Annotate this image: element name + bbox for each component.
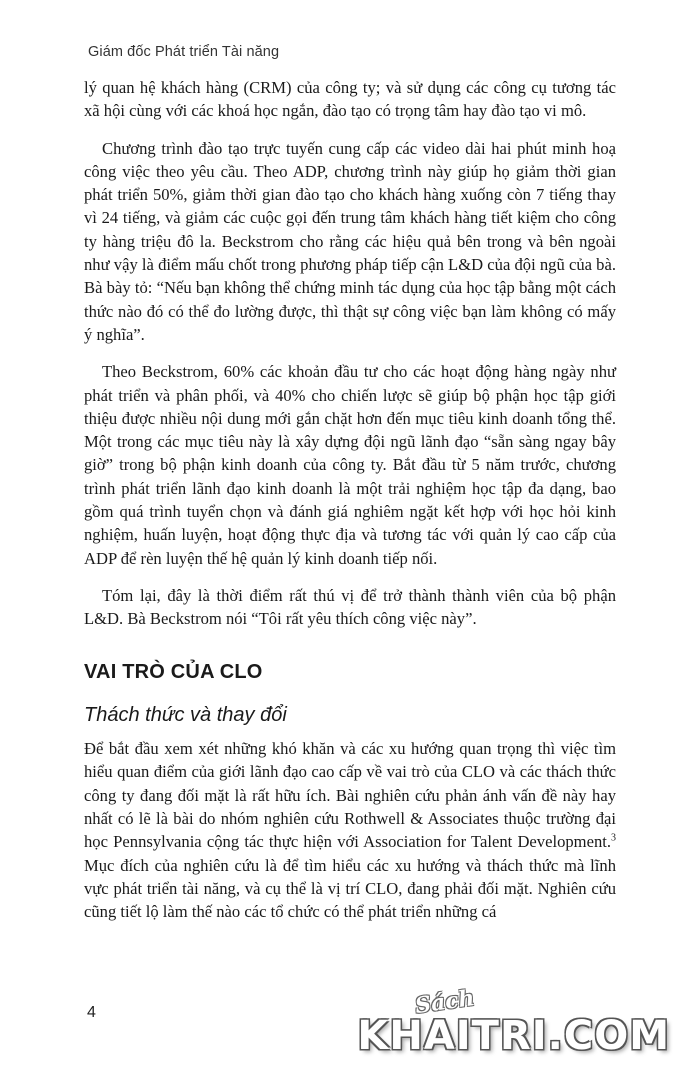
section-heading: VAI TRÒ CỦA CLO [84, 660, 263, 683]
publisher-watermark [357, 979, 670, 1059]
watermark-brand-text: KHAITRI.COM [357, 1013, 670, 1059]
footnote-reference: 3 [611, 832, 616, 844]
paragraph-2: Chương trình đào tạo trực tuyến cung cấp các video dài hai phút minh hoạ công việc theo yêu cầu. Theo ADP, chương trình này giúp họ giảm thời gian phát triển 50%, giảm thời gian đào tạo cho khách hàng xuống còn 7 tiếng thay vì 24 tiếng, và giảm các cuộc gọi đến trung tâm khách hàng tiết kiệm cho công ty hàng triệu đô la. Beckstrom cho rằng các hiệu quả bên trong và bên ngoài như vậy là điểm mấu chốt trong phương pháp tiếp cận L&D của đội ngũ của bà. Bà bày tỏ: “Nếu bạn không thể chứng minh tác dụng của học tập bằng một cách thức nào đó có thể đo lường được, thì thật sự công việc bạn làm không có mấy ý nghĩa”. [84, 138, 616, 344]
paragraph-5 [84, 737, 616, 923]
watermark-script-text: Sách [413, 984, 477, 1020]
paragraph-5-part-1: Để bắt đầu xem xét những khó khăn và các xu hướng quan trọng thì việc tìm hiểu quan điểm của giới lãnh đạo cao cấp về vai trò của CLO và các thách thức công ty đang đối mặt là rất hữu ích. Bài nghiên cứu phản ánh vấn đề này hay nhất có lẽ là bài do nhóm nghiên cứu Rothwell & Associates thuộc trường đại học Pennsylvania cộng tác thực hiện với Association for Talent Development. [84, 739, 616, 852]
page-number: 4 [87, 1004, 96, 1021]
paragraph-5-part-2: Mục đích của nghiên cứu là để tìm hiểu các xu hướng và thách thức mà lĩnh vực phát triển tài năng, và cụ thể là vị trí CLO, đang phải đối mặt. Nghiên cứu cũng tiết lộ làm thế nào các tổ chức có thể phát triển những cá [84, 855, 616, 922]
running-header: Giám đốc Phát triển Tài năng [88, 44, 280, 60]
paragraph-4: Tóm lại, đây là thời điểm rất thú vị để trở thành thành viên của bộ phận L&D. Bà Beckstrom nói “Tôi rất yêu thích công việc này”. [84, 585, 616, 629]
paragraph-3: Theo Beckstrom, 60% các khoản đầu tư cho các hoạt động hàng ngày như phát triển và phân phối, và 40% cho chiến lược sẽ giúp bộ phận học tập giới thiệu được nhiều nội dung mới gắn chặt hơn đến mục tiêu kinh doanh tổng thể. Một trong các mục tiêu này là xây dựng đội ngũ lãnh đạo “sẵn sàng ngay bây giờ” trong bộ phận kinh doanh của công ty. Bắt đầu từ 5 năm trước, chương trình phát triển lãnh đạo kinh doanh là một trải nghiệm học tập đa dạng, bao gồm quá trình tuyển chọn và đánh giá nghiêm ngặt kết hợp với học hỏi kinh nghiệm, huấn luyện, hoạt động thực địa và tương tác với quản lý cao cấp của ADP để rèn luyện thế hệ quản lý kinh doanh tiếp nối. [84, 362, 616, 568]
paragraph-1: lý quan hệ khách hàng (CRM) của công ty; và sử dụng các công cụ tương tác xã hội cùng với các khoá học ngắn, đào tạo có trọng tâm hay đào tạo vi mô. [84, 78, 616, 121]
page-body [84, 76, 616, 924]
sub-heading: Thách thức và thay đổi [84, 703, 287, 726]
